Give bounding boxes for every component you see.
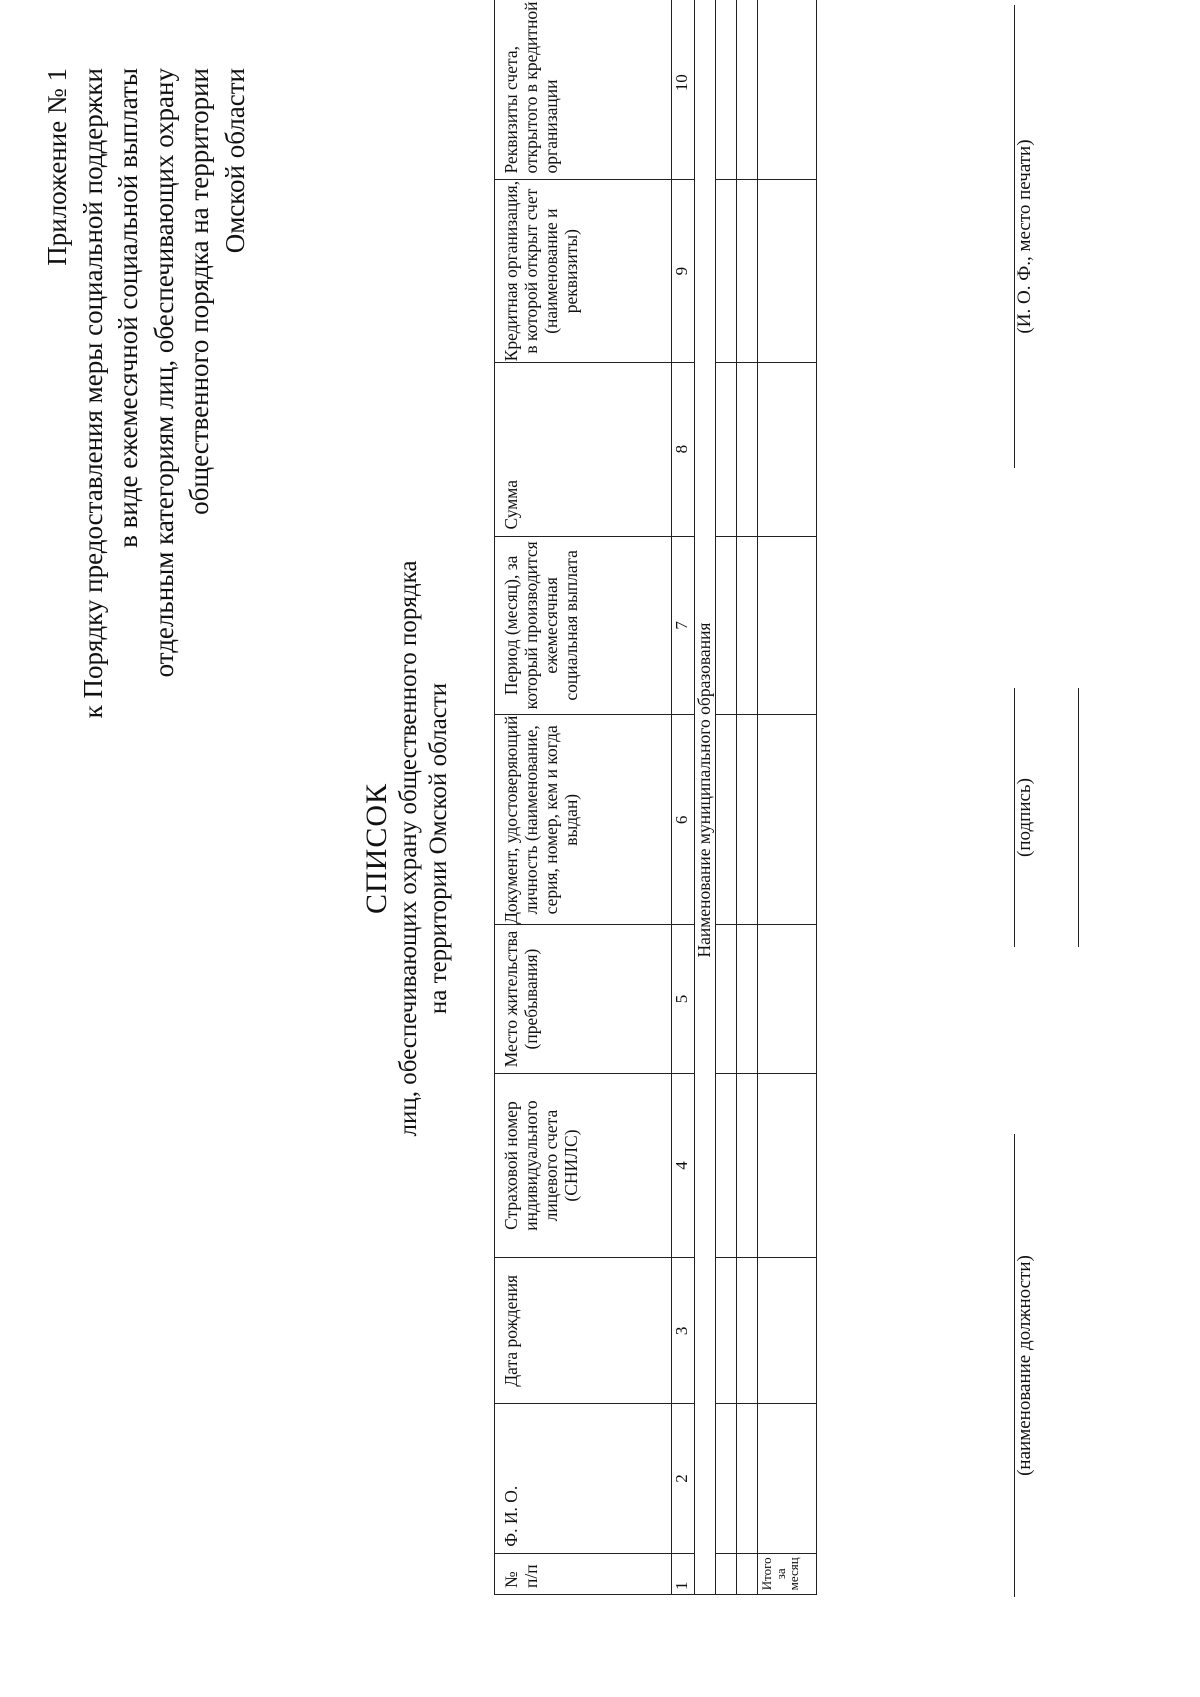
header-number: № п/п: [495, 1553, 672, 1594]
table-cell: [758, 0, 817, 180]
table-cell: [758, 1073, 817, 1258]
column-number: 8: [672, 362, 695, 536]
table-cell: [758, 1258, 817, 1404]
appendix-line: в виде ежемесячной социальной выплаты: [113, 68, 143, 548]
table-cell: [758, 925, 817, 1073]
table-cell: [737, 715, 758, 925]
table-cell: [758, 536, 817, 715]
title-main: СПИСОК: [360, 782, 393, 915]
table-row: [716, 0, 737, 1595]
total-row: [758, 0, 817, 1595]
appendix-line: общественного порядка на территории: [184, 68, 214, 515]
table-cell: [716, 180, 737, 362]
table-cell: [716, 1258, 737, 1404]
table-cell: [716, 1404, 737, 1553]
table-row: [737, 0, 758, 1595]
header-account-details: Реквизиты счета, открытого в кредитной организации: [495, 0, 672, 180]
extra-signature-line: [1078, 688, 1079, 947]
total-label: Итого за месяц: [758, 1553, 817, 1594]
position-label: (наименование должности): [1014, 1255, 1035, 1476]
column-number: 6: [672, 715, 695, 925]
column-number: 1: [672, 1553, 695, 1594]
table-header-row: [495, 0, 672, 1595]
persons-table: [494, 0, 817, 1595]
header-identity-document: Документ, удостоверяющий личность (наименование, серия, номер, кем и когда выдан): [495, 715, 672, 925]
table-cell: [737, 362, 758, 536]
appendix-line: отдельным категориям лиц, обеспечивающих охрану: [148, 68, 179, 678]
header-full-name: Ф. И. О.: [495, 1404, 672, 1553]
column-number: 5: [672, 925, 695, 1073]
appendix-line: Омской области: [219, 68, 250, 254]
table-cell: [758, 1404, 817, 1553]
table-cell: [737, 536, 758, 715]
municipality-row: [695, 0, 716, 1595]
table-cell: [737, 1073, 758, 1258]
table-cell: [737, 925, 758, 1073]
table-cell: [716, 1553, 737, 1594]
table-cell: [716, 362, 737, 536]
header-residence: Место жительства (пребывания): [495, 925, 672, 1073]
table-cell: [716, 1073, 737, 1258]
column-number: 10: [672, 0, 695, 180]
table-cell: [716, 925, 737, 1073]
table-cell: [758, 180, 817, 362]
header-snils: Страховой номер индивидуального лицевого счета (СНИЛС): [495, 1073, 672, 1258]
appendix-header: [40, 68, 253, 718]
table-cell: [737, 1404, 758, 1553]
title-line-2: на территории Омской области: [425, 682, 452, 1015]
header-credit-organization: Кредитная организация, в которой открыт счет (наименование и реквизиты): [495, 180, 672, 362]
column-numbers-row: [672, 0, 695, 1595]
column-number: 7: [672, 536, 695, 715]
table-cell: [716, 536, 737, 715]
appendix-line: к Порядку предоставления меры социальной поддержки: [77, 68, 108, 719]
name-stamp-label: (И. О. Ф., место печати): [1014, 139, 1035, 334]
table-cell: [737, 1553, 758, 1594]
header-amount: Сумма: [495, 362, 672, 536]
signature-label: (подпись): [1014, 778, 1035, 857]
title-line-1: лиц, обеспечивающих охрану общественного порядка: [395, 560, 422, 1137]
column-number: 2: [672, 1404, 695, 1553]
column-number: 9: [672, 180, 695, 362]
appendix-line: Приложение № 1: [42, 68, 72, 266]
table-cell: [758, 362, 817, 536]
header-birth-date: Дата рождения: [495, 1258, 672, 1404]
table-cell: [737, 1258, 758, 1404]
table-cell: [716, 0, 737, 180]
header-period: Период (месяц), за который производится ежемесячная социальная выплата: [495, 536, 672, 715]
table-cell: [737, 180, 758, 362]
document-title: [360, 0, 454, 1697]
column-number: 3: [672, 1258, 695, 1404]
column-number: 4: [672, 1073, 695, 1258]
table-cell: [716, 715, 737, 925]
table-cell: [737, 0, 758, 180]
table-cell: [758, 715, 817, 925]
municipality-name: Наименование муниципального образования: [695, 0, 716, 1595]
